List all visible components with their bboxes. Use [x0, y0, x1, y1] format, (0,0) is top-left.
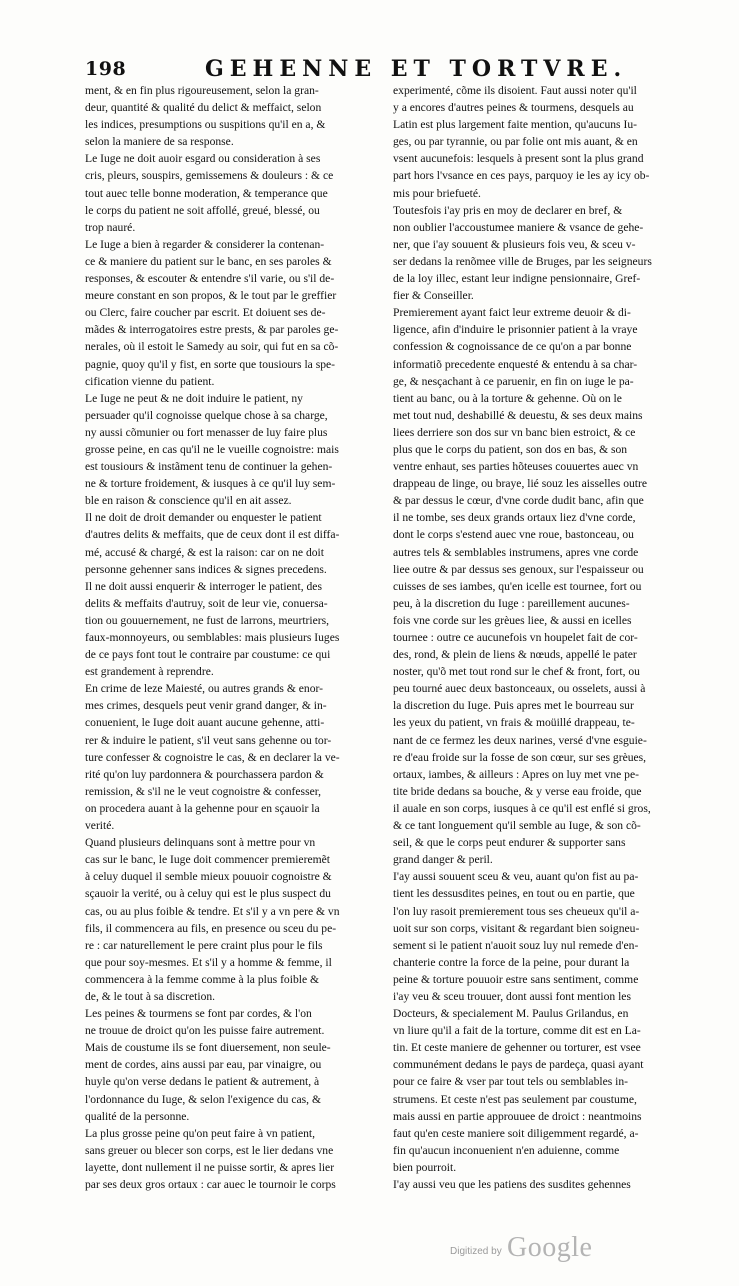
text-line: huyle qu'on verse dedans le patient & autrement, à: [85, 1075, 320, 1089]
text-line: cas, ou au plus foible & tendre. Et s'il y a vn pere & vn: [85, 904, 340, 918]
text-line: qualité de la personne.: [85, 1109, 190, 1123]
text-line: I'ay aussi veu que les patiens des susdites gehennes: [393, 1178, 631, 1191]
text-line: cas sur le banc, le Iuge doit commencer premieremẽt: [85, 853, 330, 867]
text-line: Le Iuge ne doit auoir esgard ou consideration à ses: [85, 152, 321, 166]
text-line: sçauoir la verité, ou à celuy qui est le plus suspect du: [85, 887, 331, 901]
text-line: ges, ou par tyrannie, ou par folie ont mis auant, & en: [393, 135, 638, 149]
text-line: l'on luy rasoit premierement tous ses cheueux qu'il a-: [393, 904, 640, 918]
text-line: dont le corps s'estend auec vne roue, bastonceau, ou: [393, 528, 634, 542]
text-line: que pour soy-mesmes. Et s'il y a homme & femme, il: [85, 955, 332, 969]
text-line: ligence, afin d'induire le prisonnier patient à la vraye: [393, 323, 638, 337]
text-line: ge, & nesçachant à ce paruenir, en fin on iuge le pa-: [393, 374, 634, 388]
text-line: conuenient, le Iuge doit auant aucune gehenne, atti-: [85, 716, 325, 730]
text-line: mis pour briefueté.: [393, 186, 481, 200]
text-line: pagnie, quoy qu'il y fist, en sorte que tousiours la spe-: [85, 357, 336, 371]
text-line: informatiõ precedente enquesté & entendu à sa char-: [393, 357, 638, 371]
text-line: on procedera auant à la gehenne pour en sçauoir la: [85, 801, 320, 815]
text-line: La plus grosse peine qu'on peut faire à vn patient,: [85, 1126, 316, 1140]
text-line: met tout nud, deshabillé & deuestu, & ses deux mains: [393, 408, 643, 422]
text-line: i'ay veu & sceu trouuer, dont aussi font mention les: [393, 989, 631, 1003]
text-line: des, rond, & plein de liens & nœuds, appellé le pater: [393, 648, 637, 662]
text-line: peine & torture pouuoir estre sans sentiment, comme: [393, 972, 639, 986]
text-line: commencera à la femme comme à la plus foible &: [85, 972, 320, 986]
text-line: ou Clerc, faire coucher par escrit. Et doiuent ses de-: [85, 306, 326, 320]
text-line: Latin est plus largement faite mention, qu'aucuns Iu-: [393, 118, 637, 132]
text-line: tout auec telle bonne moderation, & temperance que: [85, 186, 328, 200]
text-line: ortaux, iambes, & ailleurs : Apres on luy met vne pe-: [393, 767, 639, 781]
text-line: uoit sur son corps, visitant & regardant bien soigneu-: [393, 921, 640, 935]
text-line: Le Iuge ne peut & ne doit induire le patient, ny: [85, 391, 303, 405]
text-line: rer & induire le patient, s'il veut sans gehenne ou tor-: [85, 733, 332, 747]
google-logo: Google: [507, 1232, 593, 1263]
text-line: peu tourné auec deux bastonceaux, ou osselets, aussi à: [393, 682, 646, 696]
text-line: sement si le patient n'auoit souz luy nul remede d'en-: [393, 938, 639, 952]
text-line: Le Iuge a bien à regarder & considerer la contenan-: [85, 237, 325, 251]
text-line: Quand plusieurs delinquans sont à mettre pour vn: [85, 836, 316, 850]
text-line: faut qu'en ceste maniere soit diligemment regardé, a-: [393, 1126, 639, 1140]
text-line: trop nauré.: [85, 220, 136, 234]
text-line: fier & Conseiller.: [393, 289, 474, 303]
text-line: tient au banc, ou à la torture & gehenne. Où on le: [393, 391, 622, 405]
text-line: noster, qu'õ met tout rond sur le chef & front, fort, ou: [393, 665, 640, 679]
text-line: re d'eau froide sur la fosse de son cœur, sur ses grèues,: [393, 750, 647, 764]
text-line: cuisses de ses iambes, qu'en icelle est tournee, fort ou: [393, 579, 642, 593]
text-line: tient les dessusdites peines, en tout ou en partie, que: [393, 887, 635, 901]
text-line: tin. Et ceste maniere de gehenner ou torturer, est vsee: [393, 1041, 641, 1055]
text-line: le corps du patient ne soit affollé, greué, blessé, ou: [85, 203, 320, 217]
text-line: Premierement ayant faict leur extreme deuoir & di-: [393, 306, 631, 320]
text-line: part hors l'vsance en ces pays, parquoy ie les ay icy ob-: [393, 169, 650, 183]
text-line: il ne tombe, ses deux grands ortaux liez d'vne corde,: [393, 511, 636, 525]
text-line: l'ordonnance du Iuge, & selon l'exigence du cas, &: [85, 1092, 321, 1106]
text-line: Docteurs, & specialement M. Paulus Grilandus, en: [393, 1007, 629, 1021]
text-line: de, & le tout à sa discretion.: [85, 989, 216, 1003]
text-line: vsent aucunefois: lesquels à present sont la plus grand: [393, 152, 644, 166]
text-line: & par dessus le cœur, d'vne corde dudit banc, afin que: [393, 494, 644, 508]
text-line: re : car naturellement le pere craint plus pour le fils: [85, 938, 323, 952]
text-line: selon la maniere de sa response.: [85, 135, 234, 149]
text-line: plus que le corps du patient, son dos en bas, & son: [393, 442, 628, 456]
page-number: 198: [85, 58, 127, 80]
text-line: liees derriere son dos sur vn banc bien estroict, & ce: [393, 425, 636, 439]
text-line: ne trouue de droict qu'on les puisse faire autrement.: [85, 1024, 325, 1038]
text-line: nant de ce fermez les deux narines, versé d'vne esguie-: [393, 733, 647, 747]
text-line: ment de cordes, ains aussi par eau, par vinaigre, ou: [85, 1058, 322, 1072]
text-line: fois vne corde sur les grèues liee, & aussi en icelles: [393, 613, 632, 627]
text-line: ble en raison & conscience qu'il en ait assez.: [85, 494, 292, 508]
text-line: persuader qu'il cognoisse quelque chose à sa charge,: [85, 408, 328, 422]
text-line: Les peines & tourmens se font par cordes, & l'on: [85, 1007, 312, 1021]
text-line: sans greuer ou blecer son corps, est le lier dedans vne: [85, 1143, 334, 1157]
text-line: grand danger & peril.: [393, 853, 493, 867]
text-line: rité qu'on luy pardonnera & pourchassera pardon &: [85, 767, 324, 781]
text-line: de la loy illec, estant leur indigne pensionnaire, Gref-: [393, 272, 641, 286]
text-line: tite bride dedans sa bouche, & y verse eau froide, que: [393, 784, 642, 798]
text-line: mãdes & interrogatoires estre prests, & par paroles ge-: [85, 323, 339, 337]
text-line: seil, & que le corps peut endurer & supporter sans: [393, 836, 626, 850]
text-line: d'autres delits & meffaits, que de ceux dont il est diffa-: [85, 528, 340, 542]
text-line: il auale en son corps, iusques à ce qu'il est enflé si gros,: [393, 801, 651, 815]
text-line: & ce tant longuement qu'il semble au Iuge, & son cõ-: [393, 819, 641, 833]
text-line: liee outre & par dessus ses genoux, sur l'espaisseur ou: [393, 562, 644, 576]
text-line: remission, & s'il ne le veut cognoistre & confesser,: [85, 784, 322, 798]
page-header: [85, 58, 695, 84]
text-line: fils, il commencera au fils, en presence ou sceu du pe-: [85, 921, 337, 935]
text-line: I'ay aussi souuent sceu & veu, auant qu'on fist au pa-: [393, 870, 639, 884]
text-line: Il ne doit de droit demander ou enquester le patient: [85, 511, 322, 525]
text-line: confession & cognoissance de ce qu'on a par bonne: [393, 340, 632, 354]
text-line: peu, à la discretion du Iuge : pareillement aucunes-: [393, 596, 630, 610]
text-line: personne gehenner sans indices & signes precedens.: [85, 562, 327, 576]
text-line: layette, dont nullement il ne puisse sortir, & apres lier: [85, 1160, 335, 1174]
digitized-watermark: [450, 1232, 650, 1268]
text-line: chanterie contre la force de la peine, pour durant la: [393, 955, 630, 969]
text-line: non oublier l'accoustumee maniere & vsance de gehe-: [393, 220, 644, 234]
text-line: grosse peine, en cas qu'il ne le vueille cognoistre: mais: [85, 442, 339, 456]
text-line: faux-monnoyeurs, ou semblables: mais plusieurs Iuges: [85, 631, 340, 644]
text-line: cris, pleurs, souspirs, gemissemens & douleurs : & ce: [85, 169, 334, 183]
text-line: de ce pays font tout le contraire par coustume: ce qui: [85, 648, 331, 662]
text-line: autres tels & semblables instrumens, apres vne corde: [393, 545, 639, 559]
text-line: En crime de leze Maiesté, ou autres grands & enor-: [85, 682, 323, 696]
text-line: vn liure qu'il a fait de la torture, comme dit est en La-: [393, 1024, 641, 1038]
text-line: à celuy duquel il semble mieux pouuoir cognoistre &: [85, 870, 332, 884]
text-line: les indices, presumptions ou suspitions qu'il en a, &: [85, 118, 326, 132]
text-line: mes crimes, desquels peut venir grand danger, & in-: [85, 699, 327, 713]
text-line: drappeau de linge, ou braye, lié souz les aisselles outre: [393, 477, 648, 491]
text-line: ventre enhaut, ses parties hõteuses couuertes auec vn: [393, 460, 639, 474]
text-line: nerales, où il estoit le Samedy au soir, qui fut en sa cõ-: [85, 340, 339, 354]
text-line: ny aussi cõmunier ou fort menasser de luy faire plus: [85, 425, 328, 439]
text-line: les yeux du patient, vn frais & moüillé drappeau, te-: [393, 716, 635, 730]
text-line: tion ou gouuernement, ne fust de larrons, meurtriers,: [85, 613, 330, 627]
text-line: mais aussi en partie approuuee de droict : neantmoins: [393, 1109, 642, 1123]
text-line: ser dedans la renõmee ville de Bruges, par les seigneurs: [393, 254, 652, 268]
text-line: fin qu'aucun inconuenient n'en aduienne, comme: [393, 1143, 620, 1157]
text-line: bien pourroit.: [393, 1160, 457, 1174]
text-line: communément dedans le pays de pardeça, quasi ayant: [393, 1058, 644, 1072]
text-line: ment, & en fin plus rigoureusement, selon la gran-: [85, 84, 319, 97]
text-line: la discretion du Iuge. Puis apres met le bourreau sur: [393, 699, 634, 713]
text-line: strumens. Et ceste n'est pas seulement par coustume,: [393, 1092, 637, 1106]
text-line: ture confesser & cognoistre le cas, & en declarer la ve-: [85, 750, 340, 764]
text-line: Il ne doit aussi enquerir & interroger le patient, des: [85, 579, 322, 593]
text-line: delits & meffaits d'autruy, soit de leur vie, conuersa-: [85, 596, 328, 610]
text-line: y a encores d'autres peines & tourmens, desquels au: [393, 101, 634, 115]
text-line: tournee : outre ce aucunefois vn houpelet fait de cor-: [393, 631, 638, 644]
text-line: par ses deux gros ortaux : car auec le tournoir le corps: [85, 1178, 336, 1191]
text-line: experimenté, cõme ils disoient. Faut aussi noter qu'il: [393, 84, 637, 97]
text-line: ce & maniere du patient sur le banc, en ses paroles &: [85, 254, 332, 268]
text-line: ner, que i'ay souuent & plusieurs fois veu, & sceu v-: [393, 237, 636, 251]
text-line: cification vienne du patient.: [85, 374, 215, 388]
text-line: est grandement à reprendre.: [85, 665, 214, 679]
left-text-column: [85, 82, 390, 1192]
running-title: GEHENNE ET TORTVRE.: [205, 56, 628, 82]
text-line: meure constant en son propos, & le tout par le greffier: [85, 289, 337, 303]
text-line: verité.: [85, 819, 115, 833]
text-line: deur, quantité & qualité du delict & meffaict, selon: [85, 101, 322, 115]
text-line: Toutesfois i'ay pris en moy de declarer en bref, &: [393, 203, 623, 217]
right-text-column: [393, 82, 703, 1192]
text-line: responses, & escouter & entendre s'il varie, ou s'il de-: [85, 272, 335, 286]
text-line: ne & torture froidement, & iusques à ce qu'il luy sem-: [85, 477, 336, 491]
digitized-by-label: Digitized by: [450, 1246, 502, 1257]
text-line: mé, accusé & chargé, & est la raison: car on ne doit: [85, 545, 324, 559]
text-line: est tousiours & instãment tenu de continuer la gehen-: [85, 460, 333, 474]
text-line: pour ce faire & vser par tout tels ou semblables in-: [393, 1075, 629, 1089]
text-line: Mais de coustume ils se font diuersement, non seule-: [85, 1041, 331, 1055]
